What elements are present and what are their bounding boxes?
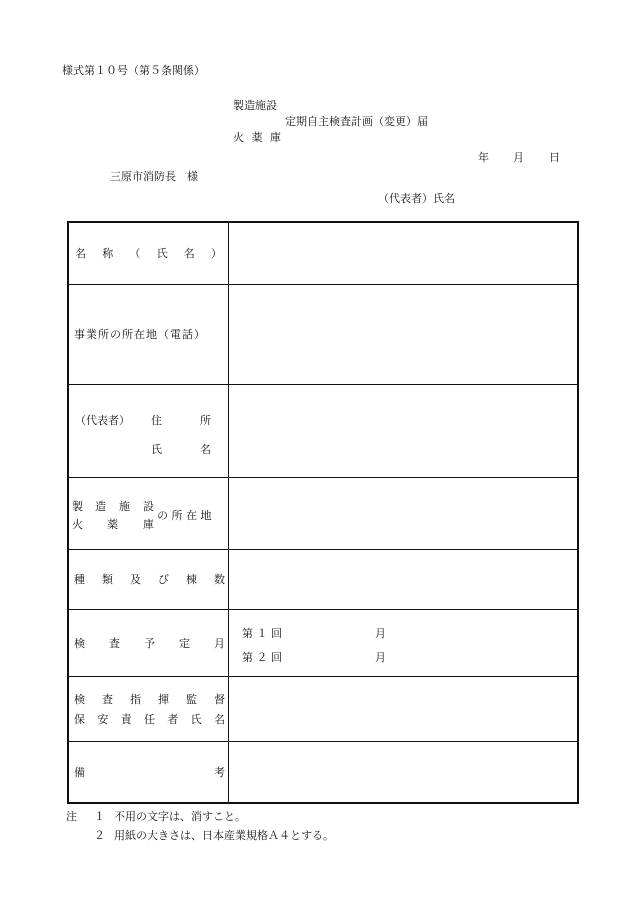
- note-1-text: 不用の文字は、消すこと。: [114, 810, 246, 823]
- input-office-address[interactable]: [229, 284, 579, 384]
- input-remarks[interactable]: [229, 741, 579, 803]
- input-representative[interactable]: [229, 384, 579, 477]
- row-name: [68, 222, 578, 284]
- char: 名: [200, 442, 211, 456]
- char: 監: [186, 692, 197, 706]
- char: ）: [210, 247, 222, 261]
- char: 製: [72, 499, 83, 513]
- char: 安: [97, 712, 109, 726]
- char: 所: [200, 413, 211, 427]
- row-office-address: [68, 284, 578, 384]
- char: 氏: [190, 712, 202, 726]
- inspection-first-ordinal: 第 １ 回: [242, 626, 282, 640]
- char: 数: [214, 573, 225, 586]
- label-supervisor: [68, 676, 229, 741]
- row-remarks: [68, 741, 578, 803]
- char: （: [129, 247, 141, 261]
- char: 住: [151, 413, 162, 427]
- char: 督: [214, 692, 225, 706]
- label-name: [68, 222, 229, 284]
- input-name[interactable]: [229, 222, 579, 284]
- char: 検: [74, 692, 85, 706]
- char: 名: [183, 247, 195, 261]
- label-remarks: [68, 741, 229, 803]
- char: 名: [75, 247, 86, 261]
- char: 考: [214, 765, 225, 779]
- char: び: [158, 573, 169, 586]
- row-supervisor: [68, 676, 578, 741]
- char: 氏: [151, 442, 162, 456]
- char: 類: [102, 573, 113, 586]
- document-title: 定期自主検査計画（変更）届: [285, 115, 428, 128]
- char: 火: [72, 517, 83, 531]
- row-type-count: [68, 549, 578, 609]
- char: 者: [167, 712, 179, 726]
- row-facility-location: [68, 477, 578, 549]
- char: 氏: [156, 247, 168, 261]
- label-type-count: [68, 549, 229, 609]
- notification-form-table: [67, 221, 579, 804]
- facility-location-suffix: の 所 在 地: [157, 508, 212, 522]
- form-number: 様式第１０号（第５条関係）: [62, 64, 205, 77]
- label-office-address: [68, 284, 229, 384]
- char: 備: [74, 765, 85, 779]
- char: 棟: [186, 573, 197, 586]
- char: 任: [143, 712, 155, 726]
- title-option-magazine: 火 薬 庫: [233, 131, 283, 144]
- row-representative: [68, 384, 578, 477]
- inspection-second-ordinal: 第 ２ 回: [242, 650, 282, 664]
- char: 施: [119, 499, 130, 513]
- char: 検: [74, 636, 85, 650]
- char: 称: [102, 247, 114, 261]
- char: 査: [109, 636, 120, 650]
- char: 指: [130, 692, 141, 706]
- char: 予: [144, 636, 155, 650]
- char: 設: [143, 499, 154, 513]
- input-supervisor[interactable]: [229, 676, 579, 741]
- char: 保: [74, 712, 85, 726]
- label-inspection-schedule: [68, 609, 229, 676]
- char: 査: [102, 692, 113, 706]
- representative-prefix: （代表者）: [75, 413, 130, 427]
- char: 揮: [158, 692, 169, 706]
- row-inspection-schedule: [68, 609, 578, 676]
- input-type-count[interactable]: [229, 549, 579, 609]
- date-month: 月: [513, 151, 524, 164]
- char: 造: [95, 499, 106, 513]
- char: 定: [179, 636, 190, 650]
- date-year: 年: [478, 151, 489, 164]
- input-facility-location[interactable]: [229, 477, 579, 549]
- note-2-text: 用紙の大きさは、日本産業規格Ａ４とする。: [114, 829, 334, 842]
- representative-name-label: （代表者）氏名: [378, 192, 455, 205]
- label-representative: [68, 384, 229, 477]
- addressee: 三原市消防長 様: [110, 170, 198, 183]
- char: 責: [120, 712, 132, 726]
- char: 薬: [107, 517, 118, 531]
- note-1-number: １: [94, 810, 105, 823]
- input-inspection-schedule[interactable]: [229, 609, 579, 676]
- note-2-number: ２: [94, 829, 105, 842]
- office-address-text: 事業所の所在地（電話）: [74, 328, 206, 341]
- inspection-first-month: 月: [375, 626, 386, 640]
- char: 種: [74, 573, 85, 586]
- char: 月: [214, 636, 225, 650]
- inspection-second-month: 月: [375, 650, 386, 664]
- date-day: 日: [549, 151, 560, 164]
- label-facility-location: [68, 477, 229, 549]
- char: 及: [130, 573, 141, 586]
- title-option-manufacturing: 製造施設: [233, 99, 277, 112]
- char: 庫: [143, 517, 154, 531]
- notes-prefix: 注: [66, 810, 77, 823]
- char: 名: [213, 712, 225, 726]
